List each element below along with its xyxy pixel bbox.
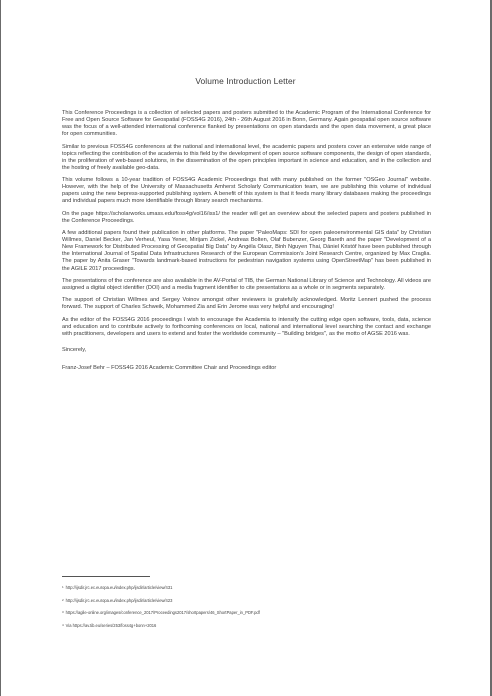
paragraph-4: On the page https://scholarworks.umass.edu/foss4g/vol16/iss1/ the reader will get an overview about the selected papers and posters published in the Conference Proceedings. [62,210,431,224]
paragraph-3: This volume follows a 10-year tradition of FOSS4G Academic Proceedings that with many published on the former "OSGeo Journal" website. However, with the help of the University of Massachusetts Amherst Scholarly Communication team, we are publishing this volume of individual papers using the new bepress-supported publishing system. A benefit of this system is that it feeds many library databases making the proceedings and individual papers much more identifiable through library search mechanisms. [62,177,431,205]
footnote-link[interactable]: http://ijsdir.jrc.ec.europa.eu/index.php/ijsdir/article/view/431 [65,585,173,590]
footnote-1 [62,585,442,590]
signature-line: Franz-Josef Behr – FOSS4G 2016 Academic Committee Chair and Proceedings editor [62,364,277,371]
footnote-number: 2 [62,597,64,602]
footnote-link[interactable]: https://agile-online.org/images/conference_2017/Proceedings2017/shortpapers/46_ShortPaper_in_PDF.pdf [65,610,260,616]
footnote-link[interactable]: http://ijsdir.jrc.ec.europa.eu/index.php/ijsdir/article/view/423 [65,597,173,603]
footnote-number: 4 [62,622,64,627]
paragraph-1: This Conference Proceedings is a collection of selected papers and posters submitted to the Academic Program of the International Conference for Free and Open Source Software for Geospatial (FOSS4G 2016), 24th - 26th August 2016 in Bonn, Germany. Again geospatial open source software was the focus of a well-attended international conference flanked by presentations on open standards and the open data movement, a great place for open communities. [62,110,431,138]
footnotes [62,585,442,635]
footnote-number: 1 [62,585,64,589]
paragraph-6: The presentations of the conference are also available in the AV-Portal of TIB, the German National Library of Science and Technology. All videos are assigned a digital object identifier (DOI) and a media fragment identifier to cite presentations as a whole or in segments separately. [62,277,431,291]
closing-salutation: Sincerely, [62,346,87,353]
document-page [1,0,490,696]
letter-body [62,110,431,372]
paragraph-5: A few additional papers found their publication in other platforms. The paper "PaleoMaps: SDI for open paleoenvironmental GIS data" by Christian Willmes, Daniel Becker, Jan Verheul, Yasa Yener, Mirijam Zickel, Andreas Bolten, Olaf Bubenzer, Georg Bareth and the paper "Development of a New Framework for Distributed Processing of Geospatial Big Data" by Angéla Olasz, Binh Nguyen Thai, Dániel Kristóf have been published through the International Journal of Spatial Data Infrastructures Research of the European Commission's Joint Research Centre, organized by Max Craglia. The paper by Anita Graser "Towards landmark-based instructions for pedestrian navigation systems using OpenStreetMap" has been published in the AGILE 2017 proceedings. [62,230,431,272]
footnote-2 [62,598,442,603]
paragraph-2: Similar to previous FOSS4G conferences at the national and international level, the academic papers and posters cover an extensive wide range of topics reflecting the contribution of the academia to this field by the development of open source software components, the design of open standards, in the proliferation of web-based solutions, in the dissemination of the open principles important in science and education, and in the collection and the hosting of freely available geo-data. [62,143,431,171]
footnote-number: 3 [62,610,64,615]
paragraph-8: As the editor of the FOSS4G 2016 proceedings I wish to encourage the Academia to intensify the cutting edge open software, tools, data, science and education and to contribute actively to forthcoming conferences on local, national and international level searching the contact and exchange with practitioners, developers and users to extend and foster the worldwide community – "Building bridges", as the motto of AGSE 2016 was. [62,316,431,337]
footnote-4 [62,623,442,628]
footnote-link[interactable]: Via https://av.tib.eu/series/253/foss4g+bonn+2016 [65,622,157,628]
page-title: Volume Introduction Letter [195,76,296,86]
footnote-3 [62,610,442,615]
footnote-divider [62,576,150,577]
paragraph-7: The support of Christian Willmes and Sergey Voinov amongst other reviewers is gratefully acknowledged. Moritz Lennert pushed the process forward. The support of Charles Schweik, Mohammed Zia and Erin Jerome was very helpful and encouraging! [62,297,431,311]
